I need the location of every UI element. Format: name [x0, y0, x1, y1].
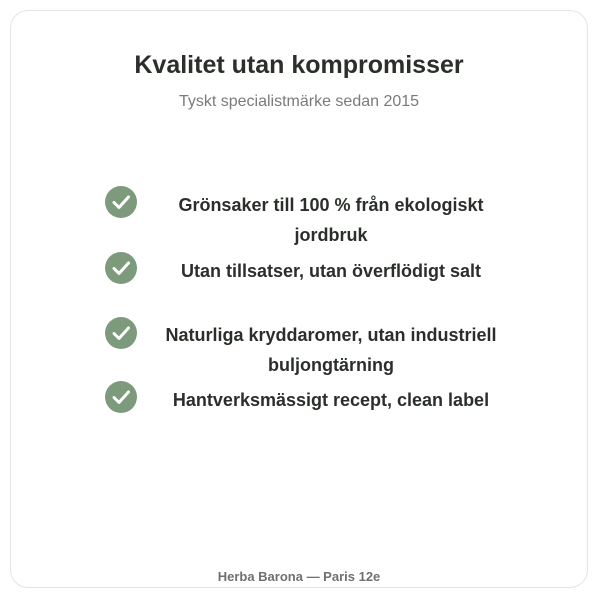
page-title: Kvalitet utan kompromisser — [134, 51, 464, 79]
check-circle-icon — [105, 381, 137, 413]
footer-text: Herba Barona — Paris 12e — [217, 569, 381, 584]
feature-label: Grönsaker till 100 % från ekologiskt jordbruk — [178, 195, 484, 245]
quality-card — [10, 10, 588, 588]
feature-label: Utan tillsatser, utan överflödigt salt — [180, 261, 482, 281]
feature-label: Hantverksmässigt recept, clean label — [172, 390, 490, 410]
page-subtitle: Tyskt specialistmärke sedan 2015 — [178, 93, 420, 110]
check-circle-icon — [105, 186, 137, 218]
feature-label: Naturliga kryddaromer, utan industriell buljongtärning — [165, 325, 497, 375]
check-circle-icon — [105, 317, 137, 349]
check-circle-icon — [105, 252, 137, 284]
